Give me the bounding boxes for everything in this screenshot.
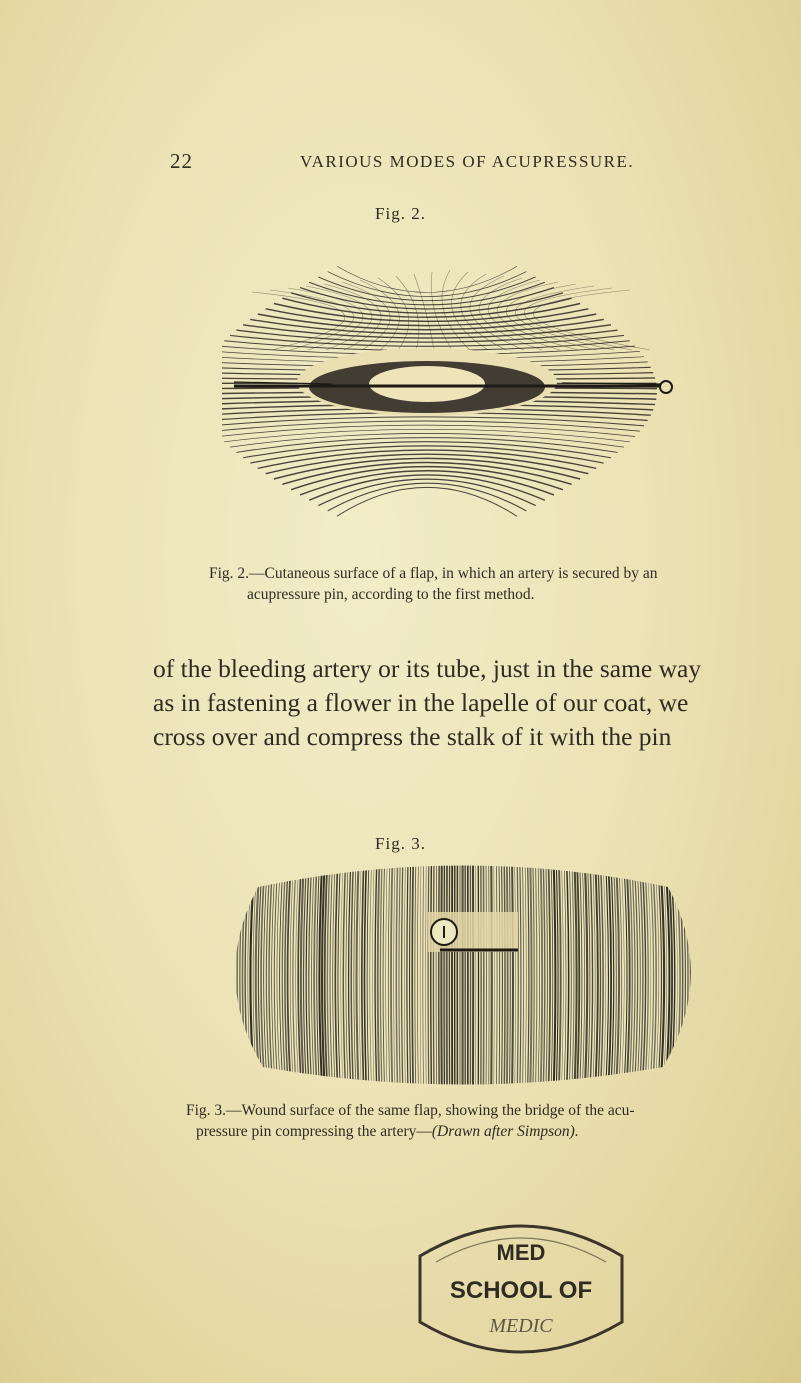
stamp-bottom-text: MEDIC [489,1315,553,1337]
figure-3-label: Fig. 3. [375,834,426,853]
figure-2-flap-illustration [222,250,692,550]
figure-3-caption-line-2 [186,1121,786,1142]
figure-2-caption [209,563,729,605]
figure-3-caption-line-2-plain: pressure pin compressing the artery— [196,1123,432,1140]
page-number: 22 [170,149,193,173]
figure-3-wound-illustration [218,862,708,1092]
figure-3-caption-attribution: (Drawn after Simpson). [431,1123,579,1140]
figure-2-caption-line-1: Fig. 2.—Cutaneous surface of a flap, in which an artery is secured by an [209,565,658,582]
body-paragraph [153,652,753,754]
figure-2-label: Fig. 2. [375,204,426,223]
body-line-2: as in fastening a flower in the lapelle of our coat, we [153,688,689,717]
stamp-top-text: MED [496,1240,546,1265]
library-stamp [396,1214,646,1364]
figure-3-caption [186,1100,786,1142]
body-line-3: cross over and compress the stalk of it with the pin [153,722,672,751]
stamp-middle-text: SCHOOL OF [449,1277,593,1304]
figure-2-caption-line-2: acupressure pin, according to the first method. [247,586,535,603]
figure-3-caption-line-1: Fig. 3.—Wound surface of the same flap, showing the bridge of the acu- [186,1102,635,1119]
body-line-1: of the bleeding artery or its tube, just in the same way [153,654,702,683]
running-title: VARIOUS MODES OF ACUPRESSURE. [300,152,635,171]
